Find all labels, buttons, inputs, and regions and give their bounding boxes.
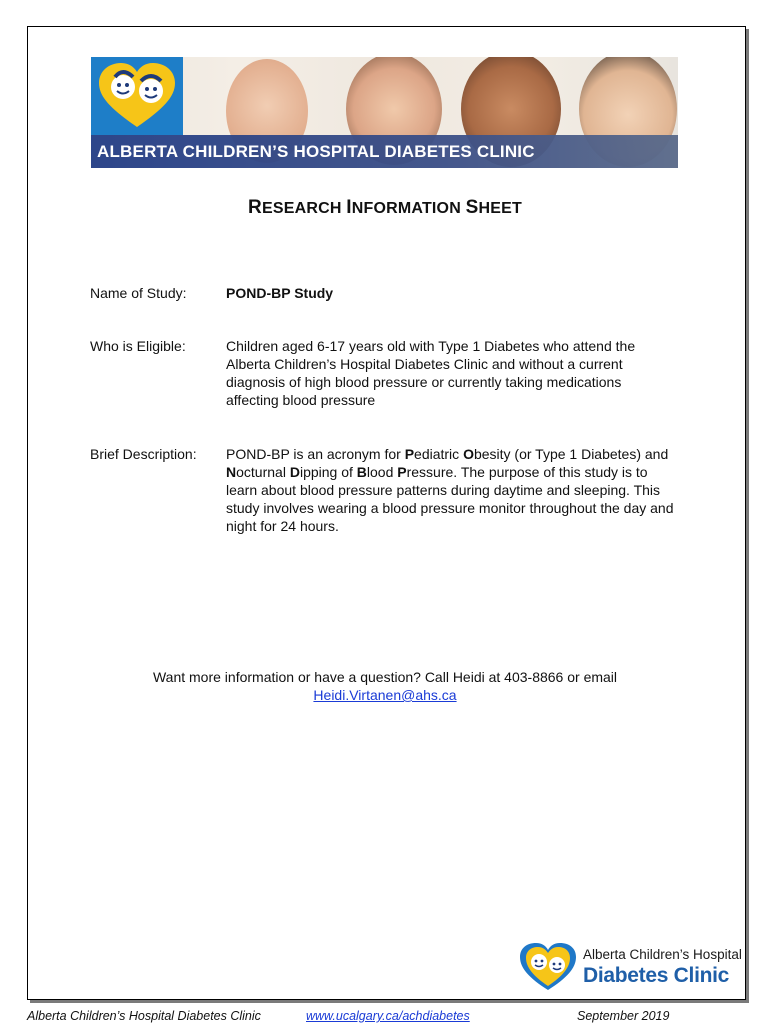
eligibility-value: Children aged 6-17 years old with Type 1 Diabetes who attend the Alberta Children’s Hospital Diabetes Clinic and without a current diagnosis of high blood pressure or currently taking medications affecting blood pressure — [226, 338, 636, 408]
eligibility-label: Who is Eligible: — [90, 338, 186, 354]
contact-info — [0, 668, 770, 704]
description-label: Brief Description: — [90, 446, 197, 462]
clinic-logo-icon — [91, 57, 183, 135]
footer-website — [306, 1009, 470, 1023]
study-name-value: POND-BP Study — [226, 285, 334, 301]
footer-date: September 2019 — [577, 1009, 670, 1023]
banner-title: ALBERTA CHILDREN’S HOSPITAL DIABETES CLINIC — [97, 142, 535, 161]
contact-text: Want more information or have a question? Call Heidi at 403-8866 or email — [152, 669, 618, 685]
contact-email-link[interactable]: Heidi.Virtanen@ahs.ca — [313, 687, 457, 703]
page-title: RESEARCH INFORMATION SHEET — [248, 197, 522, 218]
footer-clinic-name: Alberta Children’s Hospital Diabetes Clinic — [27, 1009, 261, 1023]
footer-logo — [517, 940, 742, 994]
study-name-label: Name of Study: — [90, 285, 187, 301]
footer-logo-line2: Diabetes Clinic — [583, 964, 730, 987]
footer-logo-line1: Alberta Children’s Hospital — [583, 947, 742, 962]
footer-website-link[interactable]: www.ucalgary.ca/achdiabetes — [306, 1009, 470, 1023]
footer-logo-icon — [517, 940, 579, 994]
description-value: POND-BP is an acronym for Pediatric Obesity (or Type 1 Diabetes) and Nocturnal Dipping of Blood Pressure. The purpose of this study is to learn about blood pressure patterns during daytime and sleeping. This study involves wearing a blood pressure monitor throughout the day and night for 24 hours. — [226, 446, 674, 534]
header-banner — [91, 57, 678, 168]
